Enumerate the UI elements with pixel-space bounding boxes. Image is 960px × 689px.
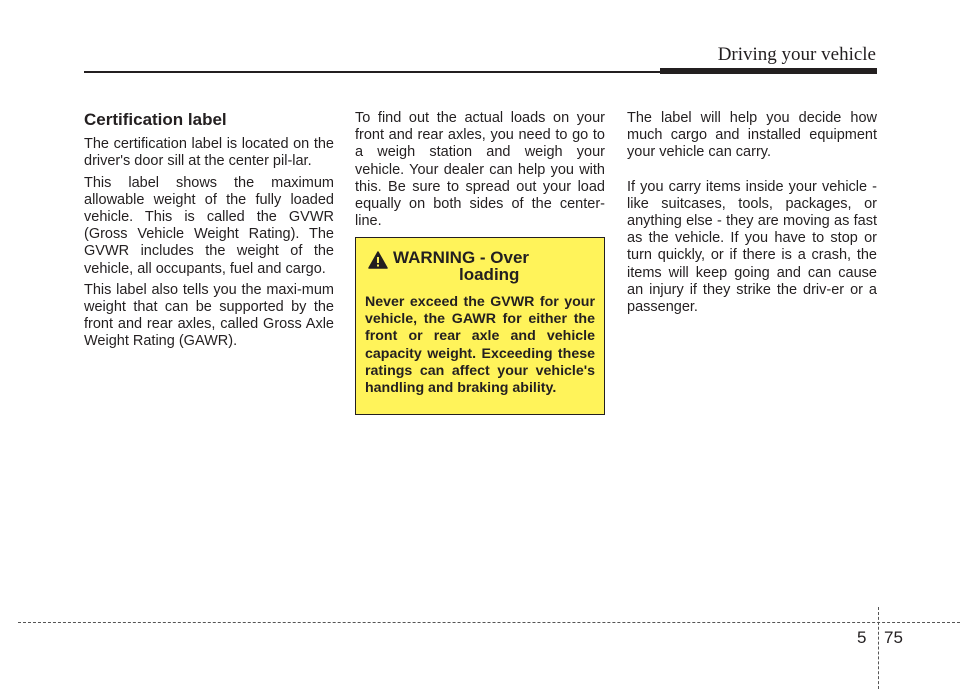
section-title: Driving your vehicle (717, 44, 876, 65)
footer-rule (18, 622, 960, 623)
column-right (627, 110, 877, 333)
warning-title (393, 249, 543, 283)
certification-label-heading: Certification label (84, 110, 227, 129)
paragraph: This label also tells you the maxi-mum weight that can be supported by the front and rear axles, called Gross Axle Weight Rating (GAWR). (84, 281, 334, 350)
column-middle (355, 110, 605, 234)
warning-triangle-icon (368, 251, 388, 269)
warning-box (355, 237, 605, 415)
paragraph: The certification label is located on the driver's door sill at the center pil-lar. (84, 136, 334, 170)
footer-divider (878, 607, 879, 689)
warning-title-line1: WARNING - Over (393, 248, 530, 267)
warning-title-line2: loading (459, 265, 520, 284)
paragraph: To find out the actual loads on your front and rear axles, you need to go to a weigh station and weigh your vehicle. Your dealer can help you with this. Be sure to spread out your load equally on both sides of the center-line. (355, 110, 605, 230)
paragraph: This label shows the maximum allowable weight of the fully loaded vehicle. This is called the GVWR (Gross Vehicle Weight Rating). The GVWR includes the weight of the vehicle, all occupants, fuel and cargo. (84, 174, 334, 277)
paragraph: If you carry items inside your vehicle - like suitcases, tools, packages, or anything else - they are moving as fast as the vehicle. If you have to stop or turn quickly, or if there is a crash, the items will keep going and can cause an injury if they strike the driv-er or a passenger. (627, 178, 877, 316)
paragraph: The label will help you decide how much cargo and installed equipment your vehicle can carry. (627, 110, 877, 161)
warning-body: Never exceed the GVWR for your vehicle, the GAWR for either the front or rear axle and vehicle capacity weight. Exceeding these ratings can affect your vehicle's handling and braking ability. (365, 294, 595, 397)
warning-header (365, 248, 595, 292)
header-rule (84, 71, 662, 73)
chapter-number: 5 (857, 628, 867, 647)
header-rule-accent (660, 68, 877, 74)
column-left (84, 108, 334, 355)
page-number: 75 (884, 628, 903, 647)
